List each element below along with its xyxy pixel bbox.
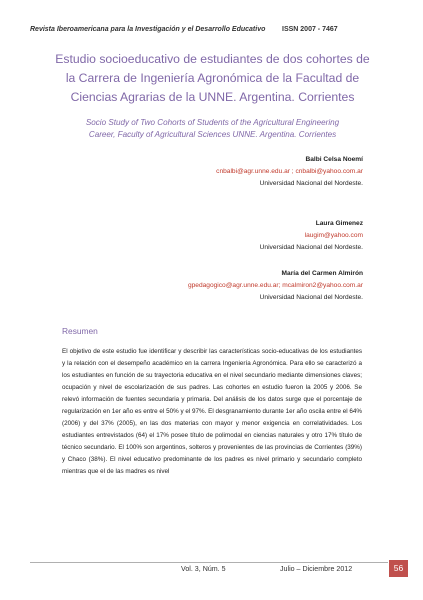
author-name: Balbi Celsa Noemí bbox=[305, 156, 363, 163]
author-name: María del Carmen Almirón bbox=[281, 270, 363, 277]
title-line: Ciencias Agrarias de la UNNE. Argentina. Corrientes bbox=[70, 90, 355, 104]
journal-name: Revista Iberoamericana para la Investigación y el Desarrollo Educativo bbox=[30, 26, 266, 33]
author-block bbox=[23, 218, 363, 254]
author-block bbox=[23, 154, 363, 190]
abstract-text: El objetivo de este estudio fue identificar y describir las características socio-educativas de los estudiantes y la relación con el desempeño académico en la carrera Ingeniería Agronómica. Para ello se caracterizó a los estudiantes en función de su trayectoria educativa en el nivel secundario mediante dimensiones claves; ocupación y nivel de escolarización de sus padres. Las cohortes en estudio fueron la 2005 y 2006. Se relevó información de fuentes secundaria y primaria. Del análisis de los datos surge que el porcentaje de regularización en 1er año es entre el 50% y el 97%. El desgranamiento durante 1er año oscila entre el 64% (2006) y del 37% (2005), en las dos materias con mayor y menor exigencia en correlatividades. Los estudiantes entrevistados (64) el 17% posee título de polimodal en ciencias naturales y otro 17% título de técnico secundario. El 100% son argentinos, solteros y provenientes de las provincias de Corrientes (39%) y Chaco (38%). El nivel educativo predominante de los padres es nivel primario y secundario completo mientras que el de las madres es nivel bbox=[62, 348, 362, 476]
author-institution: Universidad Nacional del Nordeste. bbox=[259, 294, 363, 301]
subtitle-line: Socio Study of Two Cohorts of Students of the Agricultural Engineering bbox=[85, 118, 340, 127]
author-email[interactable]: gpedagogico@agr.unne.edu.ar; mcalmiron2@yahoo.com.ar bbox=[187, 282, 363, 289]
article-title bbox=[40, 50, 385, 107]
title-line: Estudio socioeducativo de estudiantes de dos cohortes de bbox=[55, 52, 370, 66]
subtitle-line: Career, Faculty of Agricultural Sciences UNNE. Argentina. Corrientes bbox=[88, 129, 337, 139]
volume-label: Vol. 3, Núm. 5 bbox=[181, 565, 226, 573]
author-email[interactable]: laugim@yahoo.com bbox=[304, 232, 363, 239]
author-email[interactable]: cnbalbi@agr.unne.edu.ar ; cnbalbi@yahoo.com.ar bbox=[216, 168, 363, 175]
author-institution: Universidad Nacional del Nordeste. bbox=[259, 244, 363, 251]
author-block bbox=[23, 268, 363, 304]
abstract-heading: Resumen bbox=[62, 326, 98, 336]
title-line: la Carrera de Ingeniería Agronómica de la Facultad de bbox=[65, 71, 360, 85]
date-label: Julio – Diciembre 2012 bbox=[280, 565, 353, 573]
english-title bbox=[40, 117, 385, 140]
page-number-badge: 56 bbox=[389, 560, 408, 577]
issn: ISSN 2007 - 7467 bbox=[282, 26, 338, 33]
running-header bbox=[30, 26, 392, 33]
author-institution: Universidad Nacional del Nordeste. bbox=[259, 180, 363, 187]
footer-divider bbox=[30, 562, 388, 563]
author-name: Laura Gimenez bbox=[315, 220, 363, 227]
